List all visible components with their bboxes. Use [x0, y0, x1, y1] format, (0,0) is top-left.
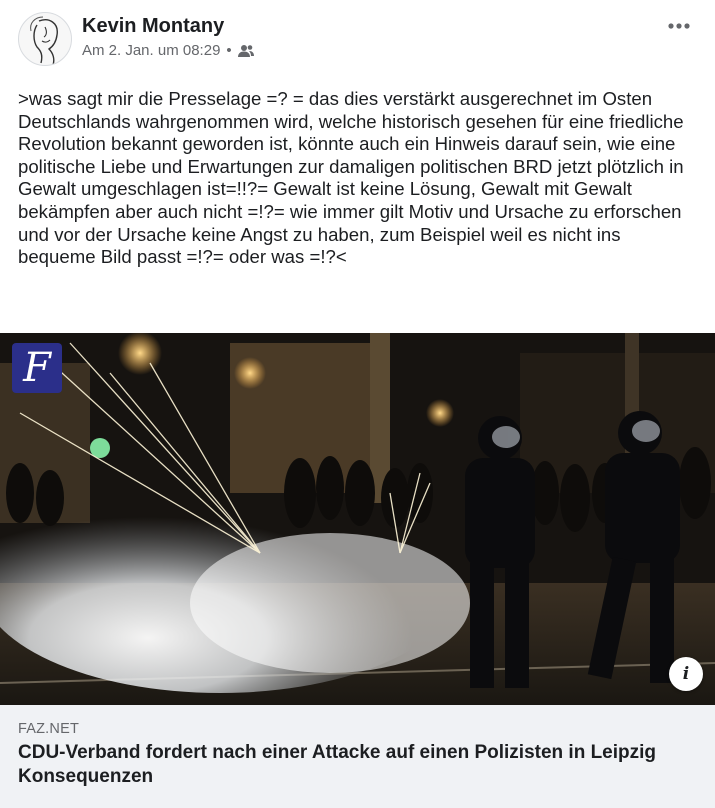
friends-icon[interactable]: [238, 44, 254, 58]
author-name[interactable]: Kevin Montany: [82, 15, 225, 37]
post-text: >was sagt mir die Presselage =? = das dies verstärkt ausgerechnet im Osten Deutschlands wahrgenommen wird, welche historisch gesehen für eine friedliche Revolution bekannt geworden ist, könnte auch ein Hinweis darauf sein, wie eine politische Liebe und Erwartungen zur damaligen politischen BRD jetzt plötzlich in Gewalt umgeschlagen ist=!!?= Gewalt ist keine Lösung, Gewalt mit Gewalt bekämpfen aber auch nicht =!?= wie immer gilt Motiv und Ursache zu erforschen und vor der Ursache keine Angst zu haben, zum Beispiel weil es nicht ins bequeme Bild passt =!?= oder was =!?<: [18, 88, 684, 268]
post-timestamp[interactable]: Am 2. Jan. um 08:29: [82, 42, 221, 59]
link-domain: FAZ.NET: [18, 721, 80, 737]
link-preview[interactable]: [0, 705, 715, 808]
avatar[interactable]: [18, 12, 72, 66]
post-image[interactable]: [0, 333, 715, 705]
faz-logo-icon: F: [12, 343, 62, 393]
more-options-icon[interactable]: [664, 14, 694, 38]
post-meta: [82, 42, 254, 59]
riot-photo: [0, 333, 715, 705]
info-icon[interactable]: i: [669, 657, 703, 691]
meta-separator: •: [226, 42, 232, 59]
avatar-sketch-icon: [19, 13, 72, 66]
post-header: [18, 12, 698, 70]
link-title[interactable]: CDU-Verband fordert nach einer Attacke auf einen Polizisten in Leipzig Konsequenzen: [18, 742, 657, 787]
